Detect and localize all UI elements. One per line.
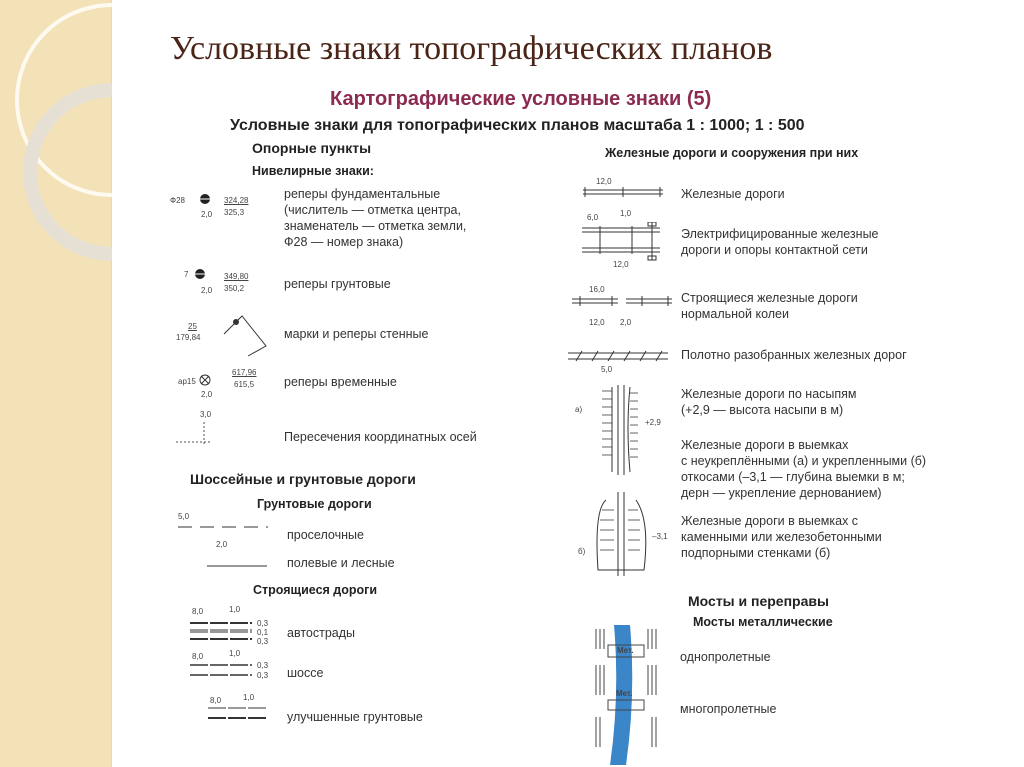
symbol-label: 325,3	[224, 208, 245, 217]
symbol-label: 8,0	[192, 652, 204, 661]
legend-item-text: реперы фундаментальные (числитель — отметка центра, знаменатель — отметка земли, Ф28 — номер знака)	[284, 187, 467, 249]
symbol-label: 0,1	[257, 628, 269, 637]
motorway-icon	[190, 620, 252, 642]
legend-item-text: Пересечения координатных осей	[284, 430, 477, 444]
symbol-label: 2,0	[201, 286, 213, 295]
symbol-label: 179,84	[176, 333, 201, 342]
section-heading: Мосты и переправы	[688, 593, 829, 609]
symbol-label: 3,0	[200, 410, 212, 419]
bridge-material-label: Мет.	[616, 689, 633, 698]
symbol-label: 2,0	[620, 318, 632, 327]
legend-item-text: Железные дороги в выемках с неукреплёнными (а) и укрепленными (б) откосами (–3,1 — глубина выемки в м; дерн — укрепление дернованием)	[681, 438, 927, 500]
symbol-label: ар15	[178, 377, 196, 386]
symbol-label: 5,0	[178, 512, 190, 521]
symbol-label: 2,0	[216, 540, 228, 549]
legend-item-text: однопролетные	[680, 650, 771, 664]
legend-item-text: реперы временные	[284, 375, 397, 389]
symbol-label: 2,0	[201, 210, 213, 219]
symbol-label: 1,0	[620, 209, 632, 218]
cutting-railway-icon	[592, 490, 652, 578]
field-road-icon	[207, 564, 267, 568]
legend-item-text: Полотно разобранных железных дорог	[681, 348, 907, 362]
subsection-heading: Мосты металлические	[693, 615, 833, 629]
legend-item-text: Железные дороги	[681, 187, 785, 201]
section-heading: Опорные пункты	[252, 140, 372, 156]
improved-dirt-road-icon	[208, 706, 268, 720]
legend-item-text: улучшенные грунтовые	[287, 710, 423, 724]
symbol-label: 0,3	[257, 661, 269, 670]
embankment-railway-icon	[598, 385, 642, 477]
dismantled-railway-icon	[568, 350, 668, 362]
railway-icon	[583, 186, 663, 198]
symbol-label: 6,0	[587, 213, 599, 222]
symbol-label: 12,0	[596, 177, 612, 186]
symbol-label: 350,2	[224, 284, 245, 293]
grid-cross-icon	[174, 420, 214, 450]
symbol-label: –3,1	[652, 532, 668, 541]
subsection-heading: Нивелирные знаки:	[252, 164, 374, 178]
legend-item-text: марки и реперы стенные	[284, 327, 429, 341]
symbol-label: 0,3	[257, 637, 269, 646]
symbol-label: 0,3	[257, 671, 269, 680]
legend-item-text: реперы грунтовые	[284, 277, 391, 291]
symbol-label: 8,0	[192, 607, 204, 616]
symbol-label: 617,96	[232, 368, 257, 377]
legend-item-text: Железные дороги в выемках с каменными или железобетонными подпорными стенками (б)	[681, 514, 882, 560]
symbol-label: 7	[184, 270, 189, 279]
legend-item-text: проселочные	[287, 528, 364, 542]
highway-icon	[190, 663, 252, 677]
subsection-heading: Строящиеся дороги	[253, 583, 378, 597]
country-road-icon	[178, 524, 268, 530]
symbol-label: 5,0	[601, 365, 613, 374]
legend-item-text: Строящиеся железные дороги нормальной колеи	[681, 291, 858, 321]
symbol-label: 16,0	[589, 285, 605, 294]
symbol-label: а)	[575, 405, 583, 414]
wall-mark-icon	[220, 308, 272, 358]
symbol-label: 12,0	[589, 318, 605, 327]
symbol-label: 2,0	[201, 390, 213, 399]
benchmark-icon	[198, 192, 212, 206]
legend-item-text: Электрифицированные железные дороги и опоры контактной сети	[681, 227, 879, 257]
symbol-label: 349,80	[224, 272, 249, 281]
temporary-benchmark-icon	[199, 374, 211, 386]
decorative-side-band	[0, 0, 112, 767]
railway-under-construction-icon	[572, 295, 672, 307]
bridge-material-label: Мет.	[617, 646, 634, 655]
legend-item-text: автострады	[287, 626, 356, 640]
symbol-label: 615,5	[234, 380, 255, 389]
slide-subtitle: Картографические условные знаки (5)	[330, 88, 712, 110]
slide-title: Условные знаки топографических планов	[170, 30, 773, 67]
document-heading: Условные знаки для топографических планов масштаба 1 : 1000; 1 : 500	[230, 117, 805, 134]
symbol-label: 324,28	[224, 196, 249, 205]
symbol-label: 1,0	[229, 649, 241, 658]
symbol-label: +2,9	[645, 418, 661, 427]
legend-item-text: Железные дороги по насыпям (+2,9 — высота насыпи в м)	[681, 387, 857, 417]
symbol-label: 1,0	[229, 605, 241, 614]
symbol-label: б)	[578, 547, 586, 556]
decorative-circles-icon	[0, 0, 112, 767]
symbol-label: 0,3	[257, 619, 269, 628]
section-heading: Железные дороги и сооружения при них	[605, 146, 859, 160]
electrified-railway-icon	[582, 222, 662, 262]
legend-item-text: шоссе	[287, 666, 324, 680]
symbol-label: 1,0	[243, 693, 255, 702]
subsection-heading: Грунтовые дороги	[257, 497, 372, 511]
benchmark-icon	[193, 267, 207, 281]
symbol-label: Ф28	[170, 196, 185, 205]
symbol-label: 25	[188, 322, 197, 331]
legend-item-text: полевые и лесные	[287, 556, 395, 570]
symbol-label: 12,0	[613, 260, 629, 269]
section-heading: Шоссейные и грунтовые дороги	[190, 471, 416, 487]
legend-item-text: многопролетные	[680, 702, 777, 716]
symbol-label: 8,0	[210, 696, 222, 705]
